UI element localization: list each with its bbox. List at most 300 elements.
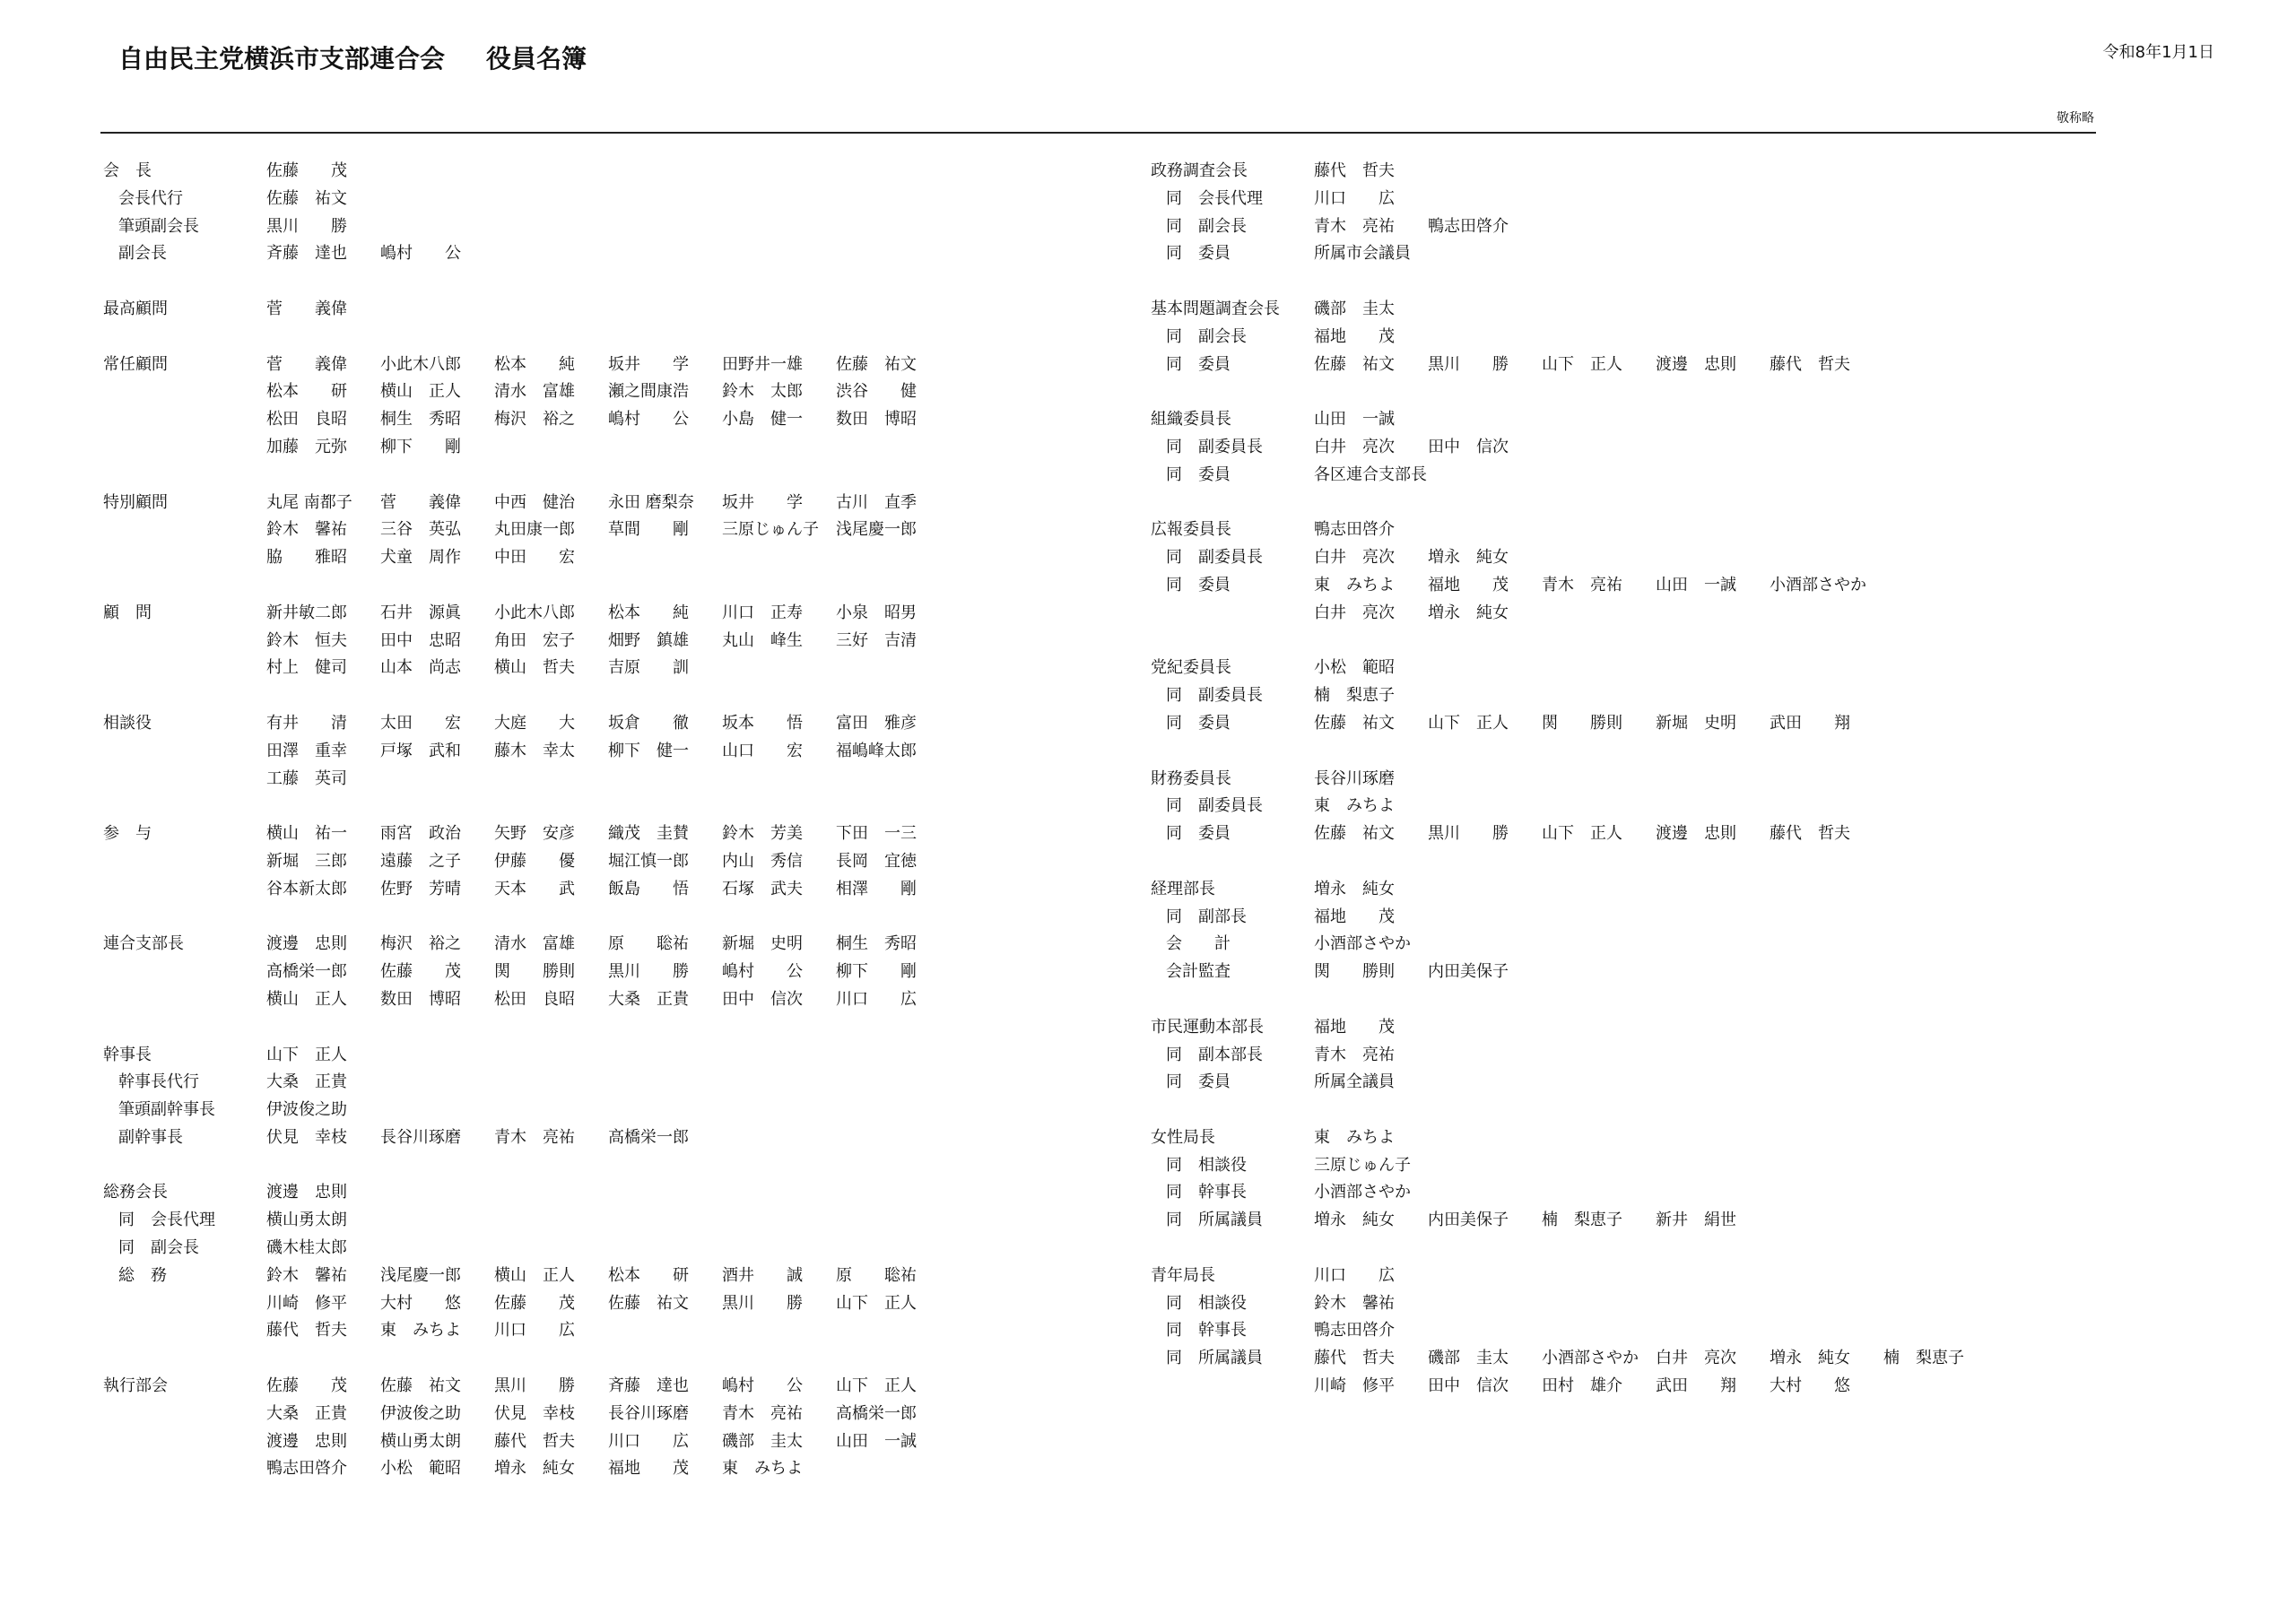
member-name: 磯部 圭太 bbox=[722, 1431, 803, 1451]
member-name: 大庭 大 bbox=[494, 713, 575, 733]
member-name: 山田 一誠 bbox=[1656, 575, 1736, 595]
member-name: 川口 正寿 bbox=[722, 603, 803, 622]
sub-role-label: 会 計 bbox=[1166, 934, 1231, 954]
role-row bbox=[1151, 240, 1997, 268]
member-name: 山下 正人 bbox=[836, 1376, 917, 1396]
member-name: 横山勇太朗 bbox=[266, 1211, 347, 1230]
sub-role-label: 同 副会長 bbox=[1166, 326, 1247, 346]
member-name: 鴨志田啓介 bbox=[1314, 520, 1395, 540]
member-name: 関 勝則 bbox=[494, 962, 575, 982]
member-name: 増永 純女 bbox=[1428, 603, 1509, 622]
role-label: 基本問題調査会長 bbox=[1151, 299, 1280, 318]
role-row bbox=[103, 544, 950, 572]
role-section bbox=[1151, 655, 1997, 737]
member-name: 楠 梨恵子 bbox=[1542, 1211, 1622, 1230]
member-name: 小酒部さやか bbox=[1770, 575, 1866, 595]
member-name: 関 勝則 bbox=[1542, 713, 1622, 733]
member-name: 川口 広 bbox=[836, 989, 917, 1009]
member-name: 青木 亮祐 bbox=[494, 1127, 575, 1147]
role-row bbox=[1151, 296, 1997, 324]
member-name: 三原じゅん子 bbox=[722, 520, 819, 540]
member-name: 坂倉 徹 bbox=[608, 713, 689, 733]
member-name: 嶋村 公 bbox=[722, 962, 803, 982]
role-row bbox=[103, 516, 950, 544]
member-name: 鈴木 馨祐 bbox=[266, 1265, 347, 1285]
honorific-note: 敬称略 bbox=[2057, 111, 2094, 126]
member-name: 青木 亮祐 bbox=[1542, 575, 1622, 595]
member-name: 磯部 圭太 bbox=[1428, 1349, 1509, 1368]
role-label: 党紀委員長 bbox=[1151, 658, 1231, 678]
sub-role-label: 幹事長代行 bbox=[118, 1072, 199, 1092]
role-section bbox=[103, 931, 950, 1013]
member-name: 瀬之間康浩 bbox=[608, 382, 689, 402]
member-name: 所属市会議員 bbox=[1314, 244, 1411, 264]
member-name: 畑野 鎮雄 bbox=[608, 630, 689, 650]
sub-role-label: 会計監査 bbox=[1166, 962, 1231, 982]
role-row bbox=[103, 1401, 950, 1428]
sub-role-label: 同 副委員長 bbox=[1166, 437, 1263, 456]
member-name: 増永 純女 bbox=[494, 1459, 575, 1479]
member-name: 浅尾慶一郎 bbox=[836, 520, 917, 540]
role-row bbox=[1151, 1179, 1997, 1207]
member-name: 丸田康一郎 bbox=[494, 520, 575, 540]
member-name: 酒井 誠 bbox=[722, 1265, 803, 1285]
role-section bbox=[103, 296, 950, 324]
member-name: 佐藤 茂 bbox=[266, 1376, 347, 1396]
member-name: 楠 梨恵子 bbox=[1883, 1349, 1964, 1368]
member-name: 村上 健司 bbox=[266, 658, 347, 678]
member-name: 磯部 圭太 bbox=[1314, 299, 1395, 318]
member-name: 山田 一誠 bbox=[836, 1431, 917, 1451]
member-name: 高橋栄一郎 bbox=[608, 1127, 689, 1147]
member-name: 渡邊 忠則 bbox=[1656, 354, 1736, 374]
sub-role-label: 同 相談役 bbox=[1166, 1293, 1247, 1313]
role-section bbox=[103, 490, 950, 572]
member-name: 佐藤 茂 bbox=[380, 962, 461, 982]
member-name: 大村 悠 bbox=[380, 1293, 461, 1313]
role-row bbox=[103, 296, 950, 324]
member-name: 山下 正人 bbox=[1542, 354, 1622, 374]
role-row bbox=[1151, 1207, 1997, 1235]
member-name: 嶋村 公 bbox=[722, 1376, 803, 1396]
role-row bbox=[103, 352, 950, 379]
member-name: 藤代 哲夫 bbox=[494, 1431, 575, 1451]
role-section bbox=[1151, 876, 1997, 986]
member-name: 桐生 秀昭 bbox=[380, 410, 461, 430]
member-name: 山下 正人 bbox=[266, 1045, 347, 1064]
role-row bbox=[103, 876, 950, 904]
member-name: 田中 信次 bbox=[1428, 1376, 1509, 1396]
role-row bbox=[103, 1455, 950, 1483]
member-name: 犬童 周作 bbox=[380, 548, 461, 568]
role-row bbox=[1151, 1263, 1997, 1290]
member-name: 太田 宏 bbox=[380, 713, 461, 733]
role-label: 経理部長 bbox=[1151, 879, 1215, 898]
role-row bbox=[1151, 1014, 1997, 1042]
member-name: 嶋村 公 bbox=[608, 410, 689, 430]
role-row bbox=[1151, 766, 1997, 794]
role-label-continuation bbox=[103, 1317, 266, 1345]
role-row bbox=[1151, 876, 1997, 904]
role-section bbox=[1151, 1014, 1997, 1097]
role-row bbox=[1151, 655, 1997, 682]
member-name: 黒川 勝 bbox=[1428, 354, 1509, 374]
sub-role-label: 同 幹事長 bbox=[1166, 1321, 1247, 1341]
member-name: 横山 正人 bbox=[494, 1265, 575, 1285]
member-name: 大桑 正貴 bbox=[608, 989, 689, 1009]
role-label: 最高顧問 bbox=[103, 299, 168, 318]
role-row bbox=[103, 186, 950, 213]
member-name: 天本 武 bbox=[494, 879, 575, 898]
member-name: 伏見 幸枝 bbox=[266, 1127, 347, 1147]
sub-role-label: 副幹事長 bbox=[118, 1127, 183, 1147]
member-name: 青木 亮祐 bbox=[1314, 1045, 1395, 1064]
member-name: 内田美保子 bbox=[1428, 962, 1509, 982]
member-name: 東 みちよ bbox=[1314, 575, 1395, 595]
member-name: 鈴木 馨祐 bbox=[266, 520, 347, 540]
member-name: 梅沢 裕之 bbox=[380, 934, 461, 954]
member-name: 原 聡祐 bbox=[836, 1265, 917, 1285]
role-label: 連合支部長 bbox=[103, 934, 184, 954]
role-row bbox=[1151, 186, 1997, 213]
role-row bbox=[103, 240, 950, 268]
role-row bbox=[103, 1263, 950, 1290]
member-name: 東 みちよ bbox=[1314, 1127, 1395, 1147]
role-section bbox=[1151, 406, 1997, 489]
member-name: 内山 秀信 bbox=[722, 851, 803, 871]
role-row bbox=[1151, 158, 1997, 186]
role-row bbox=[103, 655, 950, 682]
role-section bbox=[1151, 1263, 1997, 1401]
member-name: 福地 茂 bbox=[1314, 326, 1395, 346]
member-name: 石井 源眞 bbox=[380, 603, 461, 622]
member-name: 青木 亮祐 bbox=[1314, 216, 1395, 236]
role-section bbox=[103, 1373, 950, 1483]
role-row bbox=[103, 1235, 950, 1263]
roster-title: 役員名簿 bbox=[486, 44, 587, 74]
member-name: 藤代 哲夫 bbox=[1314, 161, 1395, 180]
sub-role-label: 同 所属議員 bbox=[1166, 1349, 1263, 1368]
member-name: 鈴木 太郎 bbox=[722, 382, 803, 402]
role-section bbox=[1151, 1124, 1997, 1235]
member-name: 柳下 剛 bbox=[380, 437, 461, 456]
member-name: 川口 広 bbox=[608, 1431, 689, 1451]
member-name: 松田 良昭 bbox=[494, 989, 575, 1009]
role-row bbox=[1151, 324, 1997, 352]
role-row bbox=[103, 628, 950, 655]
role-label: 特別顧問 bbox=[103, 492, 168, 512]
sub-role-label: 同 副委員長 bbox=[1166, 548, 1263, 568]
member-name: 佐藤 祐文 bbox=[836, 354, 917, 374]
role-row bbox=[103, 1179, 950, 1207]
role-row bbox=[1151, 931, 1997, 959]
member-name: 菅 義偉 bbox=[266, 299, 347, 318]
member-name: 飯島 悟 bbox=[608, 879, 689, 898]
member-name: 谷本新太郎 bbox=[266, 879, 347, 898]
member-name: 渡邊 忠則 bbox=[266, 1183, 347, 1202]
member-name: 青木 亮祐 bbox=[722, 1403, 803, 1423]
member-name: 田澤 重幸 bbox=[266, 741, 347, 760]
role-section bbox=[103, 600, 950, 682]
member-name: 田中 忠昭 bbox=[380, 630, 461, 650]
role-section bbox=[103, 1042, 950, 1152]
member-name: 三谷 英弘 bbox=[380, 520, 461, 540]
member-name: 坂井 学 bbox=[608, 354, 689, 374]
role-row bbox=[1151, 213, 1997, 241]
member-name: 田野井一雄 bbox=[722, 354, 803, 374]
member-name: 矢野 安彦 bbox=[494, 824, 575, 844]
member-name: 佐藤 祐文 bbox=[608, 1293, 689, 1313]
role-label-continuation bbox=[103, 1455, 266, 1483]
member-name: 佐藤 祐文 bbox=[1314, 354, 1395, 374]
role-row bbox=[1151, 682, 1997, 710]
member-name: 川口 広 bbox=[1314, 188, 1395, 208]
role-label-continuation bbox=[103, 406, 266, 434]
sub-role-label: 同 所属議員 bbox=[1166, 1211, 1263, 1230]
role-section bbox=[103, 820, 950, 903]
member-name: 鈴木 馨祐 bbox=[1314, 1293, 1395, 1313]
member-name: 黒川 勝 bbox=[608, 962, 689, 982]
sub-role-label: 同 委員 bbox=[1166, 1072, 1231, 1092]
role-label: 市民運動本部長 bbox=[1151, 1017, 1264, 1037]
member-name: 斉藤 達也 bbox=[266, 244, 347, 264]
member-name: 山下 正人 bbox=[836, 1293, 917, 1313]
member-name: 雨宮 政治 bbox=[380, 824, 461, 844]
role-label-continuation bbox=[103, 876, 266, 904]
member-name: 武田 翔 bbox=[1770, 713, 1850, 733]
member-name: 小酒部さやか bbox=[1314, 934, 1411, 954]
member-name: 鴨志田啓介 bbox=[1428, 216, 1509, 236]
role-label-continuation bbox=[103, 1428, 266, 1456]
role-label: 参 与 bbox=[103, 824, 152, 844]
member-name: 坂井 学 bbox=[722, 492, 803, 512]
role-label-continuation bbox=[103, 516, 266, 544]
role-section bbox=[1151, 766, 1997, 848]
role-row bbox=[1151, 1290, 1997, 1318]
role-row bbox=[1151, 1317, 1997, 1345]
role-row bbox=[103, 1428, 950, 1456]
role-label: 常任顧問 bbox=[103, 354, 168, 374]
role-section bbox=[1151, 296, 1997, 378]
sub-role-label: 同 副委員長 bbox=[1166, 686, 1263, 706]
member-name: 各区連合支部長 bbox=[1314, 464, 1427, 484]
sub-role-label: 同 委員 bbox=[1166, 824, 1231, 844]
member-name: 長谷川琢磨 bbox=[608, 1403, 689, 1423]
role-row bbox=[103, 158, 950, 186]
issue-date: 令和8年1月1日 bbox=[2102, 43, 2214, 62]
role-label-continuation bbox=[103, 959, 266, 986]
member-name: 数田 博昭 bbox=[380, 989, 461, 1009]
member-name: 丸尾 南都子 bbox=[266, 492, 352, 512]
role-section bbox=[1151, 516, 1997, 627]
role-row bbox=[1151, 434, 1997, 462]
member-name: 松本 研 bbox=[608, 1265, 689, 1285]
role-row bbox=[103, 1069, 950, 1097]
member-name: 東 みちよ bbox=[1314, 796, 1395, 816]
sub-role-label: 同 委員 bbox=[1166, 244, 1231, 264]
member-name: 小此木八郎 bbox=[494, 603, 575, 622]
member-name: 佐藤 祐文 bbox=[1314, 713, 1395, 733]
member-name: 桐生 秀昭 bbox=[836, 934, 917, 954]
role-row bbox=[103, 931, 950, 959]
role-label-continuation bbox=[103, 378, 266, 406]
sub-role-label: 同 副部長 bbox=[1166, 907, 1247, 926]
role-row bbox=[1151, 904, 1997, 932]
role-label-continuation bbox=[1151, 1373, 1314, 1401]
member-name: 渋谷 健 bbox=[836, 382, 917, 402]
member-name: 戸塚 武和 bbox=[380, 741, 461, 760]
member-name: 新堀 史明 bbox=[1656, 713, 1736, 733]
role-label-continuation bbox=[103, 1401, 266, 1428]
member-name: 黒川 勝 bbox=[722, 1293, 803, 1313]
member-name: 所属全議員 bbox=[1314, 1072, 1395, 1092]
role-label: 会 長 bbox=[103, 161, 152, 180]
role-row bbox=[1151, 600, 1997, 628]
role-row bbox=[103, 600, 950, 628]
member-name: 伏見 幸枝 bbox=[494, 1403, 575, 1423]
role-row bbox=[103, 1124, 950, 1152]
role-row bbox=[103, 1290, 950, 1318]
member-name: 福嶋峰太郎 bbox=[836, 741, 917, 760]
left-column bbox=[103, 158, 950, 1483]
member-name: 長谷川琢磨 bbox=[1314, 768, 1395, 788]
member-name: 斉藤 達也 bbox=[608, 1376, 689, 1396]
role-row bbox=[1151, 572, 1997, 600]
sub-role-label: 同 委員 bbox=[1166, 713, 1231, 733]
member-name: 長岡 宜徳 bbox=[836, 851, 917, 871]
member-name: 高橋栄一郎 bbox=[266, 962, 347, 982]
member-name: 白井 亮次 bbox=[1314, 603, 1395, 622]
member-name: 田中 信次 bbox=[1428, 437, 1509, 456]
member-name: 有井 清 bbox=[266, 713, 347, 733]
member-name: 富田 雅彦 bbox=[836, 713, 917, 733]
role-section bbox=[103, 352, 950, 462]
member-name: 小松 範昭 bbox=[380, 1459, 461, 1479]
member-name: 楠 梨恵子 bbox=[1314, 686, 1395, 706]
member-name: 東 みちよ bbox=[722, 1459, 803, 1479]
role-label-continuation bbox=[1151, 600, 1314, 628]
role-section bbox=[1151, 158, 1997, 268]
member-name: 松本 純 bbox=[494, 354, 575, 374]
role-label: 女性局長 bbox=[1151, 1127, 1215, 1147]
member-name: 堀江慎一郎 bbox=[608, 851, 689, 871]
sub-role-label: 副会長 bbox=[118, 244, 167, 264]
member-name: 福地 茂 bbox=[1428, 575, 1509, 595]
member-name: 白井 亮次 bbox=[1314, 437, 1395, 456]
sub-role-label: 同 副委員長 bbox=[1166, 796, 1263, 816]
role-row bbox=[1151, 352, 1997, 379]
member-name: 遠藤 之子 bbox=[380, 851, 461, 871]
member-name: 藤木 幸太 bbox=[494, 741, 575, 760]
role-label: 財務委員長 bbox=[1151, 768, 1231, 788]
member-name: 山下 正人 bbox=[1542, 824, 1622, 844]
member-name: 吉原 訓 bbox=[608, 658, 689, 678]
member-name: 渡邊 忠則 bbox=[1656, 824, 1736, 844]
member-name: 菅 義偉 bbox=[266, 354, 347, 374]
member-name: 新堀 史明 bbox=[722, 934, 803, 954]
member-name: 下田 一三 bbox=[836, 824, 917, 844]
member-name: 三好 吉清 bbox=[836, 630, 917, 650]
role-row bbox=[103, 820, 950, 848]
member-name: 長谷川琢磨 bbox=[380, 1127, 461, 1147]
member-name: 山田 一誠 bbox=[1314, 410, 1395, 430]
sub-role-label: 同 副会長 bbox=[1166, 216, 1247, 236]
header-divider bbox=[100, 132, 2096, 134]
member-name: 浅尾慶一郎 bbox=[380, 1265, 461, 1285]
member-name: 田中 信次 bbox=[722, 989, 803, 1009]
member-name: 藤代 哲夫 bbox=[1770, 354, 1850, 374]
member-name: 大村 悠 bbox=[1770, 1376, 1850, 1396]
role-section bbox=[103, 1179, 950, 1345]
role-label-continuation bbox=[103, 738, 266, 766]
member-name: 古川 直季 bbox=[836, 492, 917, 512]
member-name: 磯木桂太郎 bbox=[266, 1238, 347, 1258]
role-label: 政務調査会長 bbox=[1151, 161, 1248, 180]
role-label-continuation bbox=[103, 766, 266, 794]
member-name: 小酒部さやか bbox=[1542, 1349, 1639, 1368]
member-name: 佐藤 茂 bbox=[494, 1293, 575, 1313]
member-name: 東 みちよ bbox=[380, 1321, 461, 1341]
member-name: 川口 広 bbox=[1314, 1265, 1395, 1285]
member-name: 石塚 武夫 bbox=[722, 879, 803, 898]
role-row bbox=[1151, 1373, 1997, 1401]
member-name: 佐野 芳晴 bbox=[380, 879, 461, 898]
role-label-continuation bbox=[103, 544, 266, 572]
sub-role-label: 同 副会長 bbox=[118, 1238, 199, 1258]
role-label: 組織委員長 bbox=[1151, 410, 1231, 430]
member-name: 小泉 昭男 bbox=[836, 603, 917, 622]
member-name: 佐藤 祐文 bbox=[266, 188, 347, 208]
right-column bbox=[1151, 158, 1997, 1401]
member-name: 伊藤 優 bbox=[494, 851, 575, 871]
member-name: 黒川 勝 bbox=[494, 1376, 575, 1396]
member-name: 松本 研 bbox=[266, 382, 347, 402]
member-name: 伊波俊之助 bbox=[380, 1403, 461, 1423]
sub-role-label: 同 委員 bbox=[1166, 575, 1231, 595]
role-row bbox=[103, 406, 950, 434]
member-name: 永田 磨梨奈 bbox=[608, 492, 694, 512]
role-row bbox=[103, 1097, 950, 1124]
member-name: 清水 富雄 bbox=[494, 934, 575, 954]
role-label: 幹事長 bbox=[103, 1045, 152, 1064]
sub-role-label: 筆頭副幹事長 bbox=[118, 1100, 215, 1120]
member-name: 武田 翔 bbox=[1656, 1376, 1736, 1396]
member-name: 梅沢 裕之 bbox=[494, 410, 575, 430]
member-name: 松田 良昭 bbox=[266, 410, 347, 430]
member-name: 福地 茂 bbox=[1314, 907, 1395, 926]
sub-role-label: 同 会長代理 bbox=[118, 1211, 215, 1230]
member-name: 増永 純女 bbox=[1314, 879, 1395, 898]
document-title bbox=[118, 41, 587, 77]
role-row bbox=[103, 848, 950, 876]
member-name: 藤代 哲夫 bbox=[1770, 824, 1850, 844]
role-row bbox=[103, 766, 950, 794]
role-row bbox=[1151, 1042, 1997, 1070]
member-name: 織茂 圭賛 bbox=[608, 824, 689, 844]
role-row bbox=[1151, 710, 1997, 738]
role-row bbox=[1151, 406, 1997, 434]
member-name: 坂本 悟 bbox=[722, 713, 803, 733]
member-name: 新井敏二郎 bbox=[266, 603, 347, 622]
member-name: 渡邊 忠則 bbox=[266, 934, 347, 954]
member-name: 三原じゅん子 bbox=[1314, 1155, 1411, 1175]
member-name: 中田 宏 bbox=[494, 548, 575, 568]
role-row bbox=[103, 1373, 950, 1401]
member-name: 鴨志田啓介 bbox=[1314, 1321, 1395, 1341]
member-name: 白井 亮次 bbox=[1314, 548, 1395, 568]
role-label: 執行部会 bbox=[103, 1376, 168, 1396]
role-section bbox=[103, 710, 950, 793]
